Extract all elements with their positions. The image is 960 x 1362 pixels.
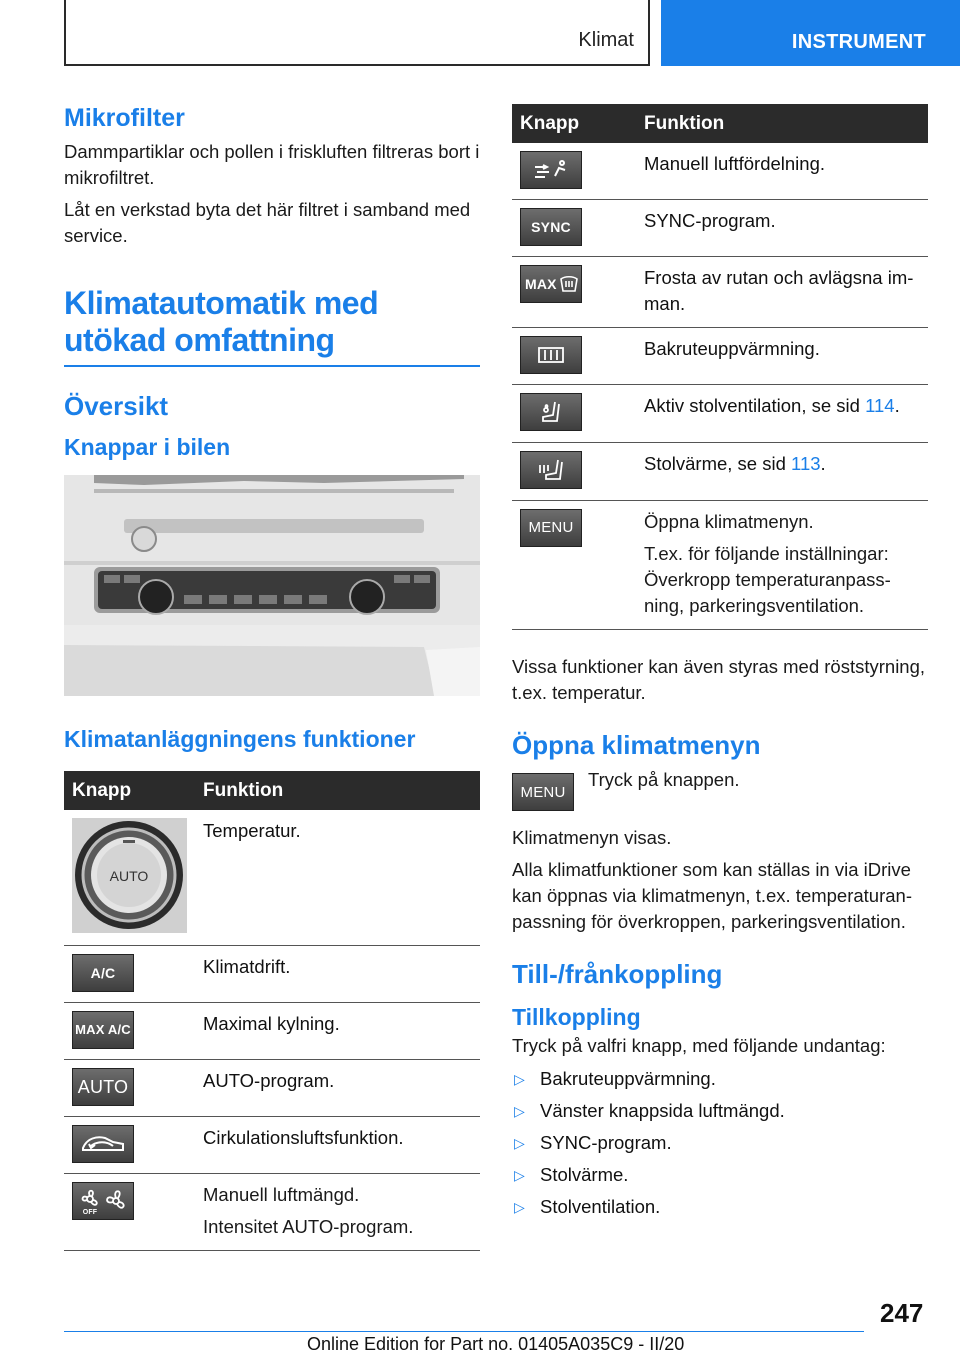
function-seat-heating — [636, 443, 928, 501]
list-item — [512, 1063, 928, 1095]
oppna-paragraph-3: Alla klimatfunktioner som kan ställas in via iDrive kan öppnas via klimatmenyn, t.ex. temperaturanpassning för överkroppen, parkeringsventilation. — [512, 859, 913, 932]
table-row — [512, 143, 928, 200]
max-ac-icon: MAX A/C — [72, 1011, 134, 1049]
edition-text: Online Edition for Part no. 01405A035C9 - II/20 — [307, 1334, 685, 1354]
oppna-paragraph-1: Tryck på knappen. — [588, 769, 740, 790]
list-item-text: Stolventilation. — [540, 1196, 661, 1217]
function-fan-line1: Manuell luftmängd. — [203, 1184, 360, 1205]
table-row — [64, 946, 480, 1003]
table-header-funktion: Funktion — [636, 104, 928, 143]
list-item-text: Stolvärme. — [540, 1164, 629, 1185]
page-number: 247 — [880, 1298, 924, 1328]
oppna-heading: Öppna klimatmenyn — [512, 730, 761, 760]
funktioner-heading: Klimatanläggningens funktioner — [64, 726, 416, 752]
bullet-triangle-icon: ▷ — [514, 1135, 525, 1151]
seat-heating-text: Stolvärme, se sid — [644, 453, 792, 474]
exception-list — [512, 1063, 928, 1223]
function-max-defrost: Frosta av rutan och avlägsna imman. — [636, 257, 928, 328]
svg-text:OFF: OFF — [82, 1209, 98, 1215]
chapter-tab-label: INSTRUMENT — [791, 31, 926, 53]
table-row — [64, 1174, 480, 1251]
tillkoppling-paragraph: Tryck på valfri knapp, med följande undantag: — [512, 1035, 886, 1056]
bullet-triangle-icon: ▷ — [514, 1167, 525, 1183]
list-item — [512, 1159, 928, 1191]
menu-icon: MENU — [520, 509, 582, 547]
table-header-knapp: Knapp — [64, 771, 195, 810]
table-row — [512, 501, 928, 630]
table-header-funktion: Funktion — [195, 771, 480, 810]
table-header-knapp: Knapp — [512, 104, 636, 143]
list-item-text: SYNC-program. — [540, 1132, 672, 1153]
table-row — [64, 1003, 480, 1060]
auto-knob-icon — [72, 818, 187, 933]
bullet-triangle-icon: ▷ — [514, 1071, 525, 1087]
right-column — [512, 104, 928, 1223]
function-recirculation: Cirkulationsluftsfunktion. — [195, 1117, 480, 1174]
mikrofilter-paragraph-2: Låt en verkstad byta det här filtret i samband med service. — [64, 199, 471, 246]
list-item-text: Vänster knappsida luftmängd. — [540, 1100, 785, 1121]
function-fan-line2: Intensitet AUTO-program. — [203, 1216, 414, 1237]
recirculation-icon — [72, 1125, 134, 1163]
function-air-distribution: Manuell luftfördelning. — [636, 143, 928, 200]
section-title: Klimat — [578, 29, 634, 51]
function-seat-ventilation — [636, 385, 928, 443]
oversikt-heading: Översikt — [64, 391, 169, 421]
table-row — [64, 810, 480, 946]
tillkoppling-heading: Tillkoppling — [512, 1004, 641, 1030]
list-item — [512, 1127, 928, 1159]
table-row — [64, 1117, 480, 1174]
max-defrost-icon — [520, 265, 582, 303]
menu-instruction — [512, 769, 928, 811]
table-row — [512, 443, 928, 501]
function-sync: SYNC-program. — [636, 200, 928, 257]
bullet-triangle-icon: ▷ — [514, 1199, 525, 1215]
fan-icon — [72, 1182, 134, 1220]
voice-control-paragraph: Vissa funktioner kan även styras med röststyrning, t.ex. temperatur. — [512, 656, 926, 703]
function-max-cooling: Maximal kylning. — [195, 1003, 480, 1060]
table-row — [64, 1060, 480, 1117]
sync-icon: SYNC — [520, 208, 582, 246]
function-temperature: Temperatur. — [195, 810, 480, 946]
page-link-114[interactable]: 114 — [865, 395, 895, 416]
function-ac: Klimatdrift. — [195, 946, 480, 1003]
auto-icon: AUTO — [72, 1068, 134, 1106]
list-item-text: Bakruteuppvärmning. — [540, 1068, 716, 1089]
mikrofilter-paragraph-1: Dammpartiklar och pollen i friskluften filtreras bort i mikrofiltret. — [64, 141, 480, 188]
table-row — [512, 385, 928, 443]
svg-text:AUTO: AUTO — [109, 868, 149, 884]
rear-defrost-icon — [520, 336, 582, 374]
knappar-heading: Knappar i bilen — [64, 434, 231, 460]
table-row — [512, 328, 928, 385]
oppna-paragraph-2: Klimatmenyn visas. — [512, 827, 672, 848]
ac-icon: A/C — [72, 954, 134, 992]
left-column — [64, 104, 480, 1251]
max-defrost-label: MAX — [525, 276, 557, 292]
air-distribution-icon — [520, 151, 582, 189]
header-box — [64, 0, 650, 66]
table-row — [512, 200, 928, 257]
page-link-113[interactable]: 113 — [791, 453, 821, 474]
seat-ventilation-period: . — [894, 395, 900, 416]
seat-heating-icon — [520, 451, 582, 489]
function-menu-line2: T.ex. för följande inställningar: Överkropp temperaturanpassning, parkeringsventilation. — [644, 543, 891, 616]
dashboard-illustration — [64, 475, 480, 696]
function-table-right — [512, 104, 928, 630]
function-menu-line1: Öppna klimatmenyn. — [644, 511, 814, 532]
seat-heating-period: . — [820, 453, 826, 474]
list-item — [512, 1095, 928, 1127]
dashboard-photo — [64, 475, 480, 696]
main-heading: Klimatautomatik med utökad omfattning — [64, 285, 379, 358]
function-table-left — [64, 771, 480, 1251]
chapter-tab[interactable] — [661, 0, 960, 66]
mikrofilter-heading: Mikrofilter — [64, 104, 185, 132]
menu-button-icon: MENU — [512, 773, 574, 811]
table-header-row — [64, 771, 480, 810]
seat-ventilation-text: Aktiv stolventilation, se sid — [644, 395, 866, 416]
table-header-row — [512, 104, 928, 143]
function-auto: AUTO-program. — [195, 1060, 480, 1117]
footer-rule — [64, 1331, 864, 1332]
heading-rule — [64, 365, 480, 367]
table-row — [512, 257, 928, 328]
function-rear-defrost: Bakruteuppvärmning. — [636, 328, 928, 385]
till-heading: Till-/frånkoppling — [512, 959, 723, 989]
list-item — [512, 1191, 928, 1223]
seat-ventilation-icon — [520, 393, 582, 431]
bullet-triangle-icon: ▷ — [514, 1103, 525, 1119]
